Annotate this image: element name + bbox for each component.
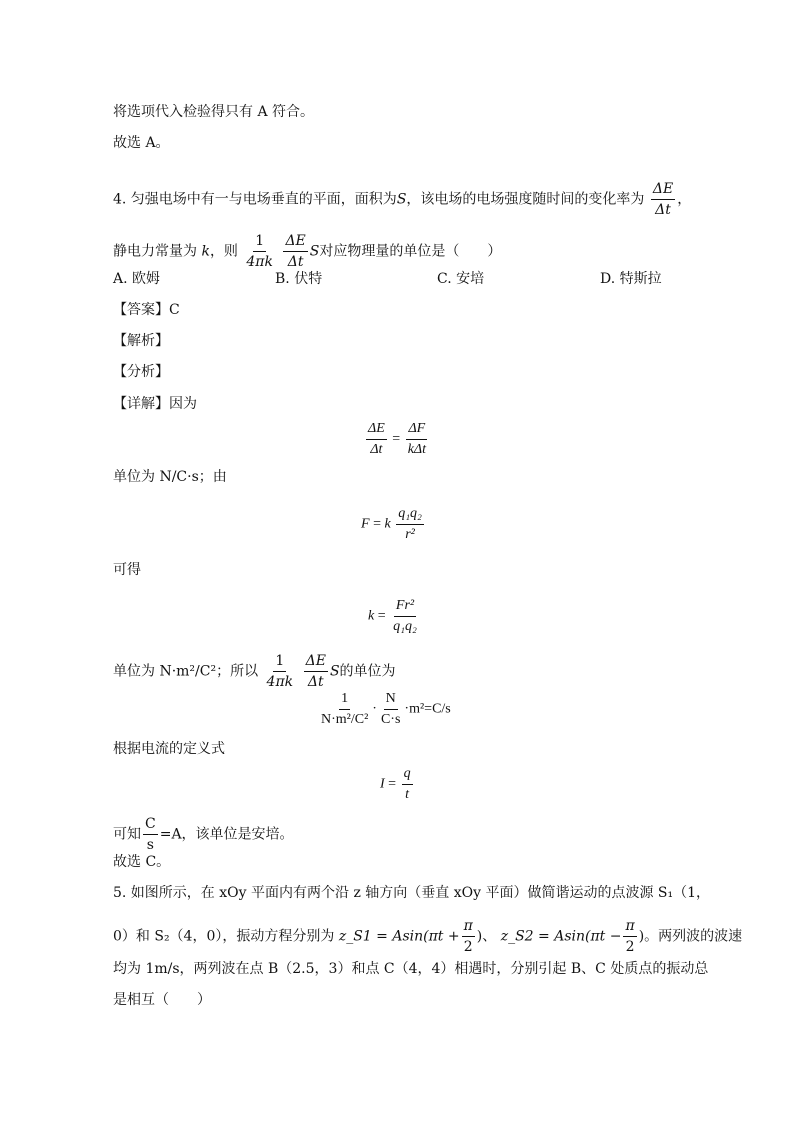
q5-close-2: ) — [638, 928, 645, 945]
eq5-num: q — [403, 766, 411, 781]
q4-options — [113, 269, 673, 289]
q4-stem-text: 4. 匀强电场中有一与电场垂直的平面，面积为 — [113, 191, 397, 208]
q4-stem-line2 — [113, 232, 501, 271]
q4-k-symbol: k — [201, 243, 210, 260]
eq4-den1: N·m²/C² — [321, 712, 369, 727]
q4-rate2-num: ΔE — [285, 233, 306, 249]
q4-answer-tag: 【答案】 — [113, 302, 169, 318]
eq2-F: F — [361, 516, 370, 532]
q5-line2 — [113, 917, 742, 956]
q4-line2-text2: ，则 — [209, 243, 238, 260]
eq3-den: q₁q₂ — [393, 619, 417, 634]
kezhi-tail: =A，该单位是安培。 — [159, 826, 294, 843]
kezhi-line — [113, 815, 294, 854]
eq5-I: I — [380, 776, 385, 792]
eq4-num1: 1 — [339, 690, 350, 710]
unit2-text2: 的单位为 — [339, 663, 396, 680]
eq1-lhs-num: ΔE — [368, 421, 385, 436]
q4-coef-den: 4πk — [246, 254, 273, 270]
q5-line4: 是相互（ ） — [113, 992, 211, 1008]
unit2-rate-num: ΔE — [305, 653, 326, 669]
q4-area-symbol: S — [396, 191, 407, 208]
q4-coef-num: 1 — [253, 232, 266, 252]
current-def-text: 根据电流的定义式 — [113, 741, 225, 757]
q4-fenxi-tag: 【分析】 — [113, 364, 169, 380]
q4-rate2-den: Δt — [287, 254, 304, 270]
eq2-num: q₁q₂ — [398, 506, 422, 521]
equation-5: I = $\frac{q}{t}$ — [380, 766, 411, 802]
q5-two-1: 2 — [463, 939, 473, 955]
eq4-den2: C·s — [380, 712, 401, 727]
q4-answer-value: C — [169, 302, 180, 318]
q4-stem-line1 — [113, 180, 691, 219]
eq3-k: k — [368, 608, 375, 624]
q4-rate-fraction — [651, 180, 675, 219]
unit2-rate-den: Δt — [307, 674, 324, 690]
unit-line-2 — [113, 652, 396, 691]
q4-option-a[interactable]: A. 欧姆 — [113, 271, 161, 287]
eq1-rhs-num: ΔF — [408, 421, 426, 436]
q4-analysis-tag: 【解析】 — [113, 333, 169, 349]
equation-2: F = k $\frac{\text{q₁q₂}}{\text{r²}}$ — [361, 506, 422, 542]
eq4-tail: ·m²=C/s — [404, 701, 451, 717]
equation-3: k = $\frac{\text{Fr²}}{\text{q₁q₂}}$ — [368, 598, 417, 634]
eq3-num: Fr² — [395, 598, 415, 613]
q5-line3: 均为 1m/s，两列波在点 B（2.5，3）和点 C（4，4）相遇时，分别引起 B、C 处质点的振动总 — [113, 961, 709, 977]
equation-1: $\frac{\Delta E}{\Delta t}$ = $\frac{\Delta F}{\text{kΔt}}$ — [368, 421, 427, 457]
unit2-coef-num: 1 — [273, 652, 286, 672]
q5-sep: 、 — [482, 928, 497, 945]
q5-close-1: ) — [476, 928, 483, 945]
q4-option-b[interactable]: B. 伏特 — [275, 271, 323, 287]
q5-line2-text2: 。两列波的波速 — [644, 928, 743, 945]
unit-line-1: 单位为 N/C·s；由 — [113, 469, 227, 485]
q5-line2-text1: 0）和 S₂（4，0），振动方程分别为 — [113, 928, 335, 945]
q4-comma: ， — [677, 191, 692, 208]
q4-rate-num: ΔE — [652, 181, 674, 197]
unit2-coef-den: 4πk — [266, 674, 294, 690]
q4-detail-line — [113, 394, 197, 414]
q4-answer-line — [113, 300, 180, 320]
q5-eq-s1: z_S1 = Asin(πt + — [338, 928, 460, 945]
q5-eq-s2: z_S2 = Asin(πt − — [500, 928, 622, 945]
eq2-k: k — [384, 516, 391, 532]
conclusion-choice: 故选 A。 — [113, 135, 170, 151]
eq2-den: r² — [405, 527, 415, 542]
kede-text: 可得 — [113, 562, 141, 578]
q4-area-symbol-2: S — [309, 243, 320, 260]
eq5-den: t — [405, 787, 410, 802]
q5-two-2: 2 — [625, 939, 635, 955]
q4-line2-text3: 对应物理量的单位是（ ） — [319, 243, 502, 260]
unit2-S: S — [329, 663, 340, 680]
q5-pi-2: π — [625, 918, 635, 934]
unit2-text1: 单位为 N·m²/C²；所以 — [113, 663, 259, 680]
q4-final: 故选 C。 — [113, 854, 171, 870]
q4-detail-tag: 【详解】 — [113, 396, 169, 412]
kezhi-text: 可知 — [113, 826, 141, 843]
q4-option-d[interactable]: D. 特斯拉 — [600, 271, 662, 287]
q4-rate-den: Δt — [655, 202, 671, 218]
q4-option-c[interactable]: C. 安培 — [437, 271, 485, 287]
q4-stem-text2: ，该电场的电场强度随时间的变化率为 — [406, 191, 645, 208]
q4-line2-text1: 静电力常量为 — [113, 243, 197, 260]
eq1-lhs-den: Δt — [370, 442, 383, 457]
q4-detail-text: 因为 — [169, 396, 197, 412]
q4-rate-fraction-2 — [283, 232, 307, 271]
q4-coef-fraction — [244, 232, 275, 271]
kezhi-s: s — [146, 837, 154, 853]
q5-line1: 5. 如图所示，在 xOy 平面内有两个沿 z 轴方向（垂直 xOy 平面）做简谐运动的点波源 S₁（1， — [113, 885, 711, 901]
kezhi-C: C — [143, 815, 158, 835]
equation-4: $\frac{1}{\text{N·m²/C²}}$ · $\frac{N}{C\cdot s}$ ·m²=C/s — [321, 691, 451, 727]
eq4-num2: N — [384, 690, 398, 710]
eq1-rhs-den: kΔt — [407, 442, 427, 457]
q5-pi-1: π — [463, 918, 473, 934]
conclusion-text: 将选项代入检验得只有 A 符合。 — [113, 104, 315, 120]
